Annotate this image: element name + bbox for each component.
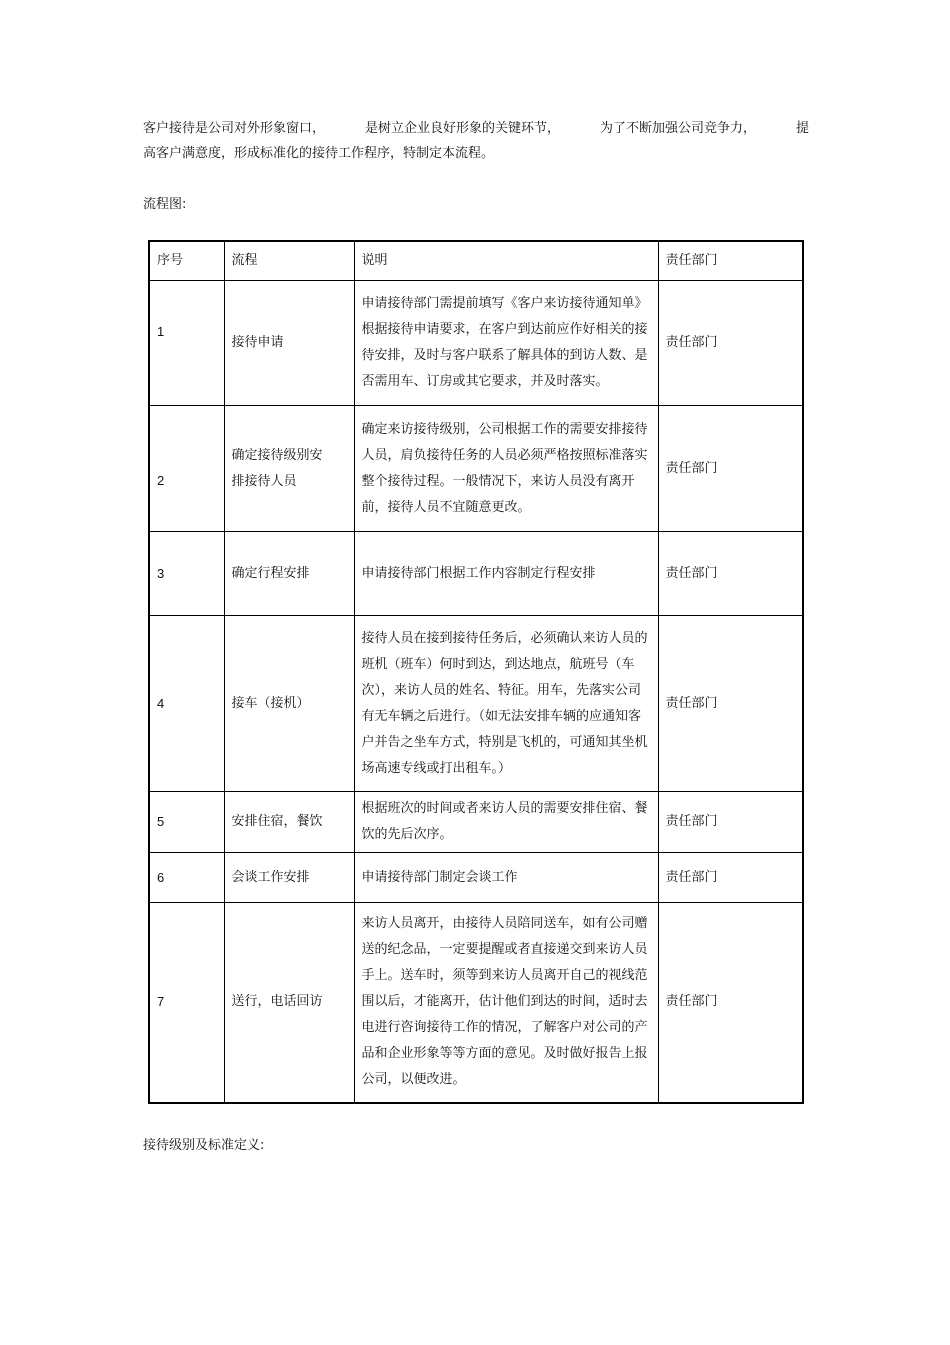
row-department: 责任部门 — [658, 406, 803, 532]
row-description: 接待人员在接到接待任务后，必须确认来访人员的班机（班车）何时到达，到达地点，航班号（车次），来访人员的姓名、特征。用车，先落实公司有无车辆之后进行。（如无法安排车辆的应通知客户并告之坐车方式，特别是飞机的，可通知其坐机场高速专线或打出租车。） — [354, 616, 658, 792]
flow-chart-label: 流程图: — [143, 197, 187, 212]
row-description: 来访人员离开，由接待人员陪同送车，如有公司赠送的纪念品，一定要提醒或者直接递交到来访人员手上。送车时，须等到来访人员离开自己的视线范围以后，才能离开，估计他们到达的时间，适时去电进行咨询接待工作的情况，了解客户对公司的产品和企业形象等等方面的意见。及时做好报告上报公司，以便改进。 — [354, 903, 658, 1103]
table-row — [149, 532, 803, 616]
row-description: 申请接待部门制定会谈工作 — [354, 853, 658, 903]
row-number: 5 — [149, 792, 224, 853]
intro-seg4: 提 — [795, 121, 809, 136]
row-department: 责任部门 — [658, 792, 803, 853]
row-department: 责任部门 — [658, 532, 803, 616]
intro-seg1: 客户接待是公司对外形象窗口， — [143, 121, 326, 136]
row-department: 责任部门 — [658, 281, 803, 406]
row-department: 责任部门 — [658, 903, 803, 1103]
intro-seg2: 是树立企业良好形象的关键环节， — [364, 121, 560, 136]
table-row — [149, 616, 803, 792]
table-header-row — [149, 241, 803, 281]
row-number: 4 — [149, 616, 224, 792]
table-row — [149, 903, 803, 1103]
intro-seg3: 为了不断加强公司竞争力， — [599, 121, 756, 136]
row-process: 安排住宿，餐饮 — [224, 792, 354, 853]
row-description: 根据班次的时间或者来访人员的需要安排住宿、餐饮的先后次序。 — [354, 792, 658, 853]
row-number: 1 — [149, 281, 224, 406]
intro-paragraph-line1 — [143, 116, 809, 141]
process-table — [148, 240, 804, 1104]
header-description: 说明 — [354, 241, 658, 281]
row-department: 责任部门 — [658, 616, 803, 792]
table-row — [149, 281, 803, 406]
row-process: 会谈工作安排 — [224, 853, 354, 903]
row-number: 3 — [149, 532, 224, 616]
standards-section-label: 接待级别及标准定义: — [143, 1138, 265, 1153]
row-description: 申请接待部门需提前填写《客户来访接待通知单》根据接待申请要求，在客户到达前应作好相关的接待安排，及时与客户联系了解具体的到访人数、是否需用车、订房或其它要求，并及时落实。 — [354, 281, 658, 406]
header-department: 责任部门 — [658, 241, 803, 281]
row-process: 确定接待级别安排接待人员 — [224, 406, 354, 532]
row-number: 6 — [149, 853, 224, 903]
row-description: 确定来访接待级别，公司根据工作的需要安排接待人员，肩负接待任务的人员必须严格按照标准落实整个接待过程。一般情况下，来访人员没有离开前，接待人员不宜随意更改。 — [354, 406, 658, 532]
row-process: 接待申请 — [224, 281, 354, 406]
row-process: 确定行程安排 — [224, 532, 354, 616]
intro-paragraph-line2: 高客户满意度，形成标准化的接待工作程序，特制定本流程。 — [143, 146, 495, 161]
row-number: 7 — [149, 903, 224, 1103]
row-process: 送行，电话回访 — [224, 903, 354, 1103]
row-description: 申请接待部门根据工作内容制定行程安排 — [354, 532, 658, 616]
table-row — [149, 792, 803, 853]
header-process: 流程 — [224, 241, 354, 281]
header-number: 序号 — [149, 241, 224, 281]
table-row — [149, 406, 803, 532]
table-row — [149, 853, 803, 903]
row-department: 责任部门 — [658, 853, 803, 903]
row-number: 2 — [149, 406, 224, 532]
row-process: 接车（接机） — [224, 616, 354, 792]
